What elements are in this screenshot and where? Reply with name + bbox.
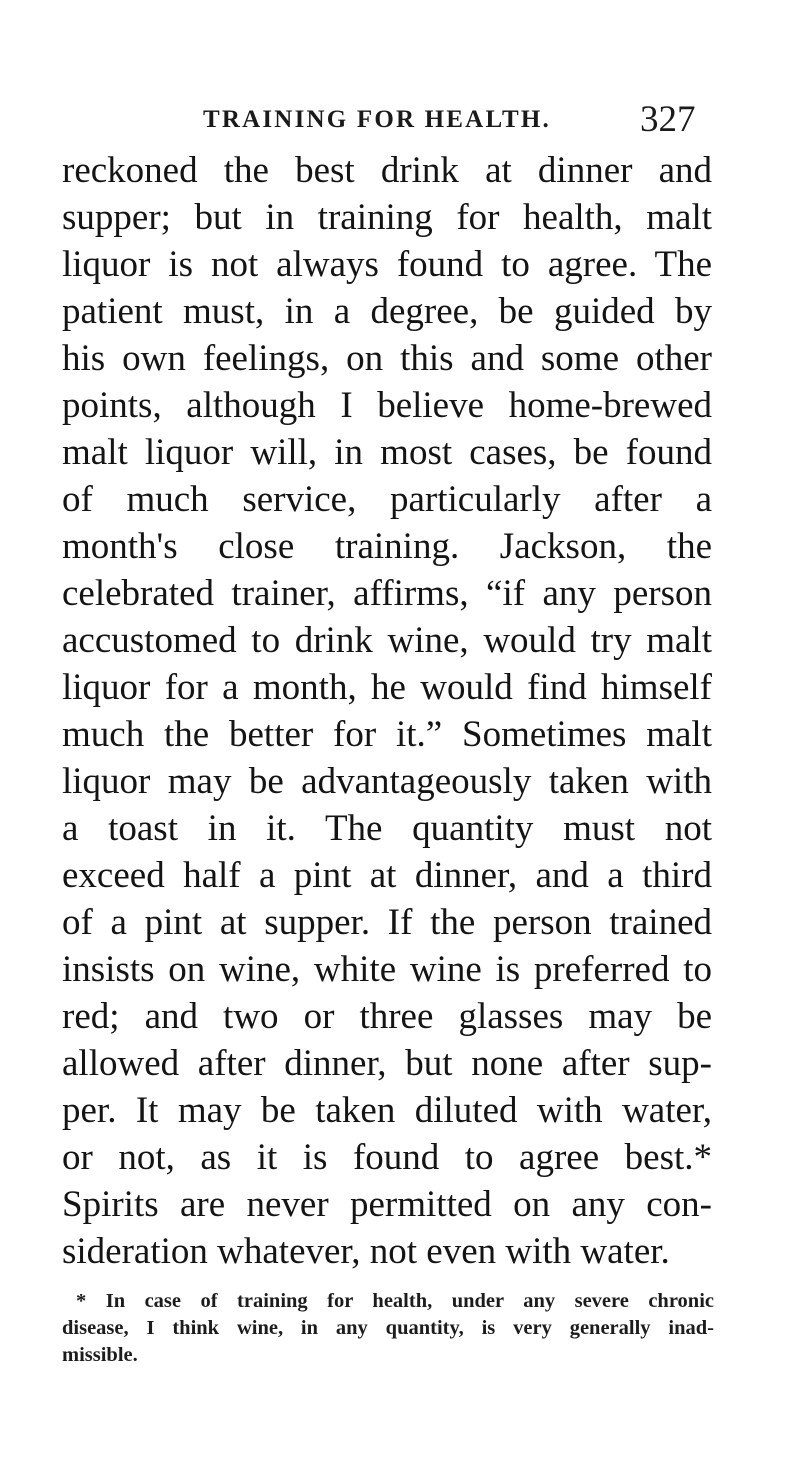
body-line: accustomed to drink wine, would try malt: [62, 620, 712, 661]
body-line: his own feelings, on this and some other: [62, 338, 712, 379]
footnote-line: missible.: [62, 1344, 138, 1366]
body-line: per. It may be taken diluted with water,: [62, 1090, 712, 1131]
body-line: malt liquor will, in most cases, be found: [62, 432, 712, 473]
body-line: allowed after dinner, but none after sup-: [62, 1043, 712, 1084]
page-number: 327: [640, 99, 696, 140]
body-line: a toast in it. The quantity must not: [62, 808, 712, 849]
footnote-line: * In case of training for health, under any severe chronic: [76, 1290, 714, 1312]
body-line: of much service, particularly after a: [62, 479, 712, 520]
body-line: exceed half a pint at dinner, and a third: [62, 855, 712, 896]
body-line: sideration whatever, not even with water.: [62, 1231, 670, 1272]
body-line: liquor for a month, he would find himself: [62, 667, 712, 708]
body-line: or not, as it is found to agree best.*: [62, 1137, 712, 1178]
body-line: month's close training. Jackson, the: [62, 526, 712, 567]
body-line: liquor may be advantageously taken with: [62, 761, 712, 802]
body-line: much the better for it.” Sometimes malt: [62, 714, 712, 755]
body-line: reckoned the best drink at dinner and: [62, 150, 712, 191]
running-title: TRAINING FOR HEALTH.: [203, 106, 551, 133]
body-line: points, although I believe home-brewed: [62, 385, 712, 426]
body-line: Spirits are never permitted on any con-: [62, 1184, 712, 1225]
body-line: patient must, in a degree, be guided by: [62, 291, 712, 332]
body-line: celebrated trainer, affirms, “if any person: [62, 573, 712, 614]
body-line: supper; but in training for health, malt: [62, 197, 712, 238]
body-line: insists on wine, white wine is preferred to: [62, 949, 712, 990]
body-line: red; and two or three glasses may be: [62, 996, 712, 1037]
footnote-line: disease, I think wine, in any quantity, is very generally inad-: [62, 1317, 714, 1339]
body-line: of a pint at supper. If the person trained: [62, 902, 712, 943]
body-line: liquor is not always found to agree. The: [62, 244, 712, 285]
